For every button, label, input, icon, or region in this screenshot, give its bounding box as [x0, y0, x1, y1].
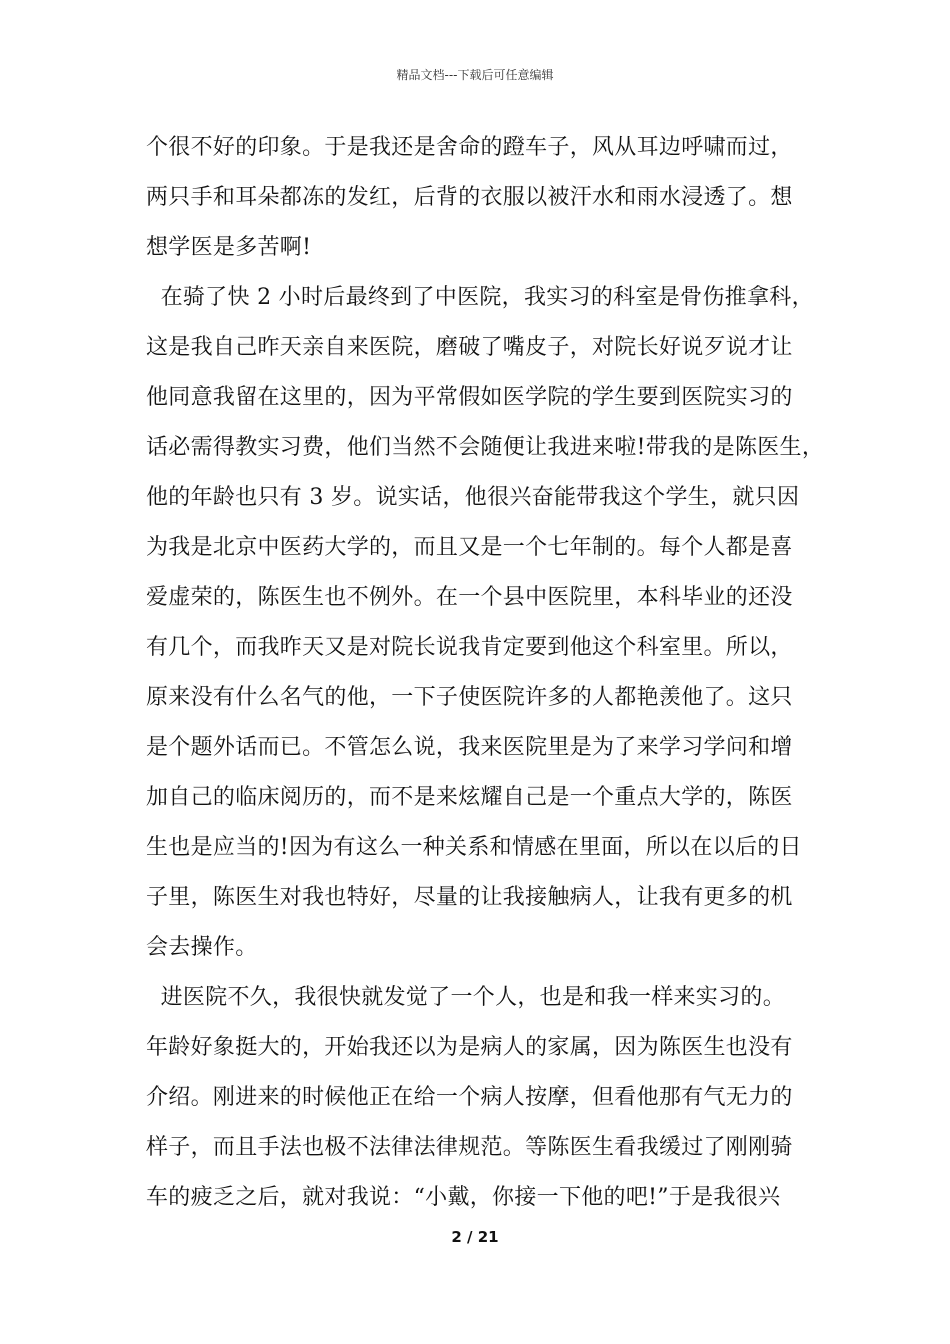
text-line: 加自己的临床阅历的，而不是来炫耀自己是一个重点大学的，陈医 [146, 785, 793, 810]
page-header: 精品文档---下载后可任意编辑 [396, 68, 554, 82]
text-line: 样子，而且手法也极不法律法律规范。等陈医生看我缓过了刚刚骑 [146, 1135, 793, 1160]
text-line: 子里，陈医生对我也特好，尽量的让我接触病人，让我有更多的机 [146, 885, 793, 910]
text-line: 为我是北京中医药大学的，而且又是一个七年制的。每个人都是喜 [146, 535, 793, 560]
text-line: 介绍。刚进来的时候他正在给一个病人按摩，但看他那有气无力的 [146, 1085, 793, 1110]
text-line: 想学医是多苦啊! [146, 235, 312, 260]
text-line: 车的疲乏之后，就对我说：“小戴，你接一下他的吧!”于是我很兴 [146, 1185, 781, 1210]
text-line: 在骑了快 2 小时后最终到了中医院，我实习的科室是骨伤推拿科， [146, 285, 814, 310]
page-number [0, 1228, 950, 1246]
text-line: 进医院不久，我很快就发觉了一个人，也是和我一样来实习的。 [146, 985, 785, 1010]
text-line: 他的年龄也只有 3 岁。说实话，他很兴奋能带我这个学生，就只因 [146, 485, 800, 510]
text-line: 爱虚荣的，陈医生也不例外。在一个县中医院里，本科毕业的还没 [146, 585, 793, 610]
text-line: 会去操作。 [146, 935, 258, 960]
page-current: 2 [451, 1228, 462, 1246]
text-line: 两只手和耳朵都冻的发红，后背的衣服以被汗水和雨水浸透了。想 [146, 185, 793, 210]
text-line: 生也是应当的!因为有这么一种关系和情感在里面，所以在以后的日 [146, 835, 802, 860]
page-total: 21 [477, 1228, 499, 1246]
document-body [146, 123, 826, 1223]
text-line: 个很不好的印象。于是我还是舍命的蹬车子，风从耳边呼啸而过， [146, 135, 793, 160]
text-line: 是个题外话而已。不管怎么说，我来医院里是为了来学习学问和增 [146, 735, 793, 760]
text-line: 有几个，而我昨天又是对院长说我肯定要到他这个科室里。所以， [146, 635, 793, 660]
text-line: 年龄好象挺大的，开始我还以为是病人的家属，因为陈医生也没有 [146, 1035, 793, 1060]
page-separator: / [461, 1228, 478, 1246]
text-line: 话必需得教实习费，他们当然不会随便让我进来啦!带我的是陈医生， [146, 435, 825, 460]
text-line: 原来没有什么名气的他，一下子使医院许多的人都艳羡他了。这只 [146, 685, 793, 710]
text-line: 他同意我留在这里的，因为平常假如医学院的学生要到医院实习的 [146, 385, 793, 410]
text-line: 这是我自己昨天亲自来医院，磨破了嘴皮子，对院长好说歹说才让 [146, 335, 793, 360]
